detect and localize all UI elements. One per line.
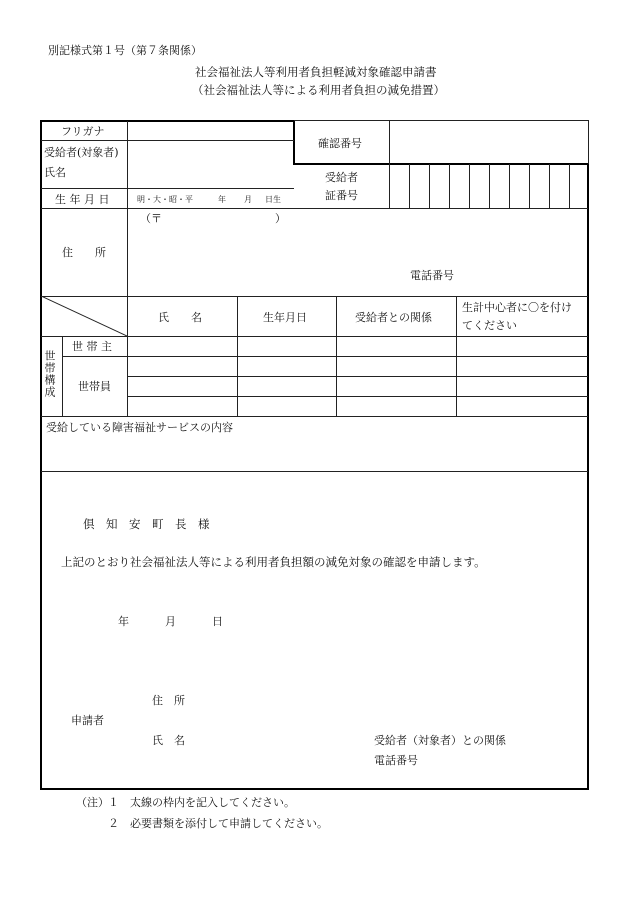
declaration-statement: 上記のとおり社会福祉法人等による利用者負担額の減免対象の確認を申請します。 [61,555,486,569]
recipient-label: 受給者(対象者) [44,146,119,159]
applicant-phone-label: 電話番号 [374,754,418,767]
household-side-label: 世帯構成 [43,350,56,398]
furigana-label: フリガナ [61,125,105,138]
member-name-cells[interactable] [128,357,236,415]
services-label: 受給している障害福祉サービスの内容 [46,421,233,434]
col-birth-header: 生年月日 [263,311,307,324]
head-birth-cell[interactable] [238,337,335,355]
birth-day-unit: 日生 [265,195,281,204]
birth-label: 生 年 月 日 [55,193,110,206]
col-breadwinner-line1: 生計中心者に〇を付け [462,301,572,314]
note-2-num: ２ [108,817,119,830]
confirmation-number-field[interactable] [391,122,586,162]
notes-prefix: （注） [76,796,109,809]
birth-month-unit: 月 [244,195,252,204]
certificate-number-field[interactable] [391,166,586,206]
member-relation-cells[interactable] [337,357,455,415]
furigana-field[interactable] [129,122,291,138]
name-field[interactable] [129,142,291,186]
birth-year-unit: 年 [218,195,226,204]
form-subtitle: （社会福祉法人等による利用者負担の減免措置） [192,83,445,97]
col-relation-header: 受給者との関係 [355,311,432,324]
diagonal-line [41,296,127,336]
cert-label-line2: 証番号 [325,189,358,202]
address-field[interactable] [129,228,586,264]
services-field[interactable] [43,436,585,469]
note-2-text: 必要書類を添付して申請してください。 [130,817,328,830]
cert-label-line1: 受給者 [325,171,358,184]
relation-label: 受給者（対象者）との関係 [374,734,506,747]
applicant-address-field[interactable] [195,690,575,710]
confirmation-number-label: 確認番号 [318,137,362,150]
postal-close: ） [275,212,286,225]
decl-month-unit: 月 [165,615,176,628]
note-1-text: 太線の枠内を記入してください。 [130,796,295,809]
head-relation-cell[interactable] [337,337,455,355]
applicant-address-label: 住 所 [152,694,185,707]
member-breadwinner-cells[interactable] [457,357,586,415]
era-options: 明・大・昭・平 [137,195,193,204]
address-phone-label: 電話番号 [410,269,454,282]
form-number: 別記様式第１号（第７条関係） [48,44,202,57]
applicant-name-field[interactable] [195,730,360,750]
applicant-label: 申請者 [71,714,104,727]
addressee: 倶 知 安 町 長 様 [83,517,210,531]
household-head-label: 世 帯 主 [72,340,112,353]
applicant-name-label: 氏 名 [152,734,185,747]
col-name-header: 氏 名 [158,311,202,324]
postal-open: （〒 [140,212,162,225]
household-member-label: 世帯員 [78,380,111,393]
decl-day-unit: 日 [212,615,223,628]
name-label: 氏名 [44,166,66,179]
col-breadwinner-line2: てください [462,319,517,332]
form-title: 社会福祉法人等利用者負担軽減対象確認申請書 [195,65,437,79]
head-breadwinner-cell[interactable] [457,337,586,355]
postal-code-field[interactable] [162,210,272,226]
address-label: 住 所 [62,246,106,259]
decl-year-unit: 年 [118,615,129,628]
note-1-num: １ [108,796,119,809]
member-birth-cells[interactable] [238,357,335,415]
head-name-cell[interactable] [128,337,236,355]
